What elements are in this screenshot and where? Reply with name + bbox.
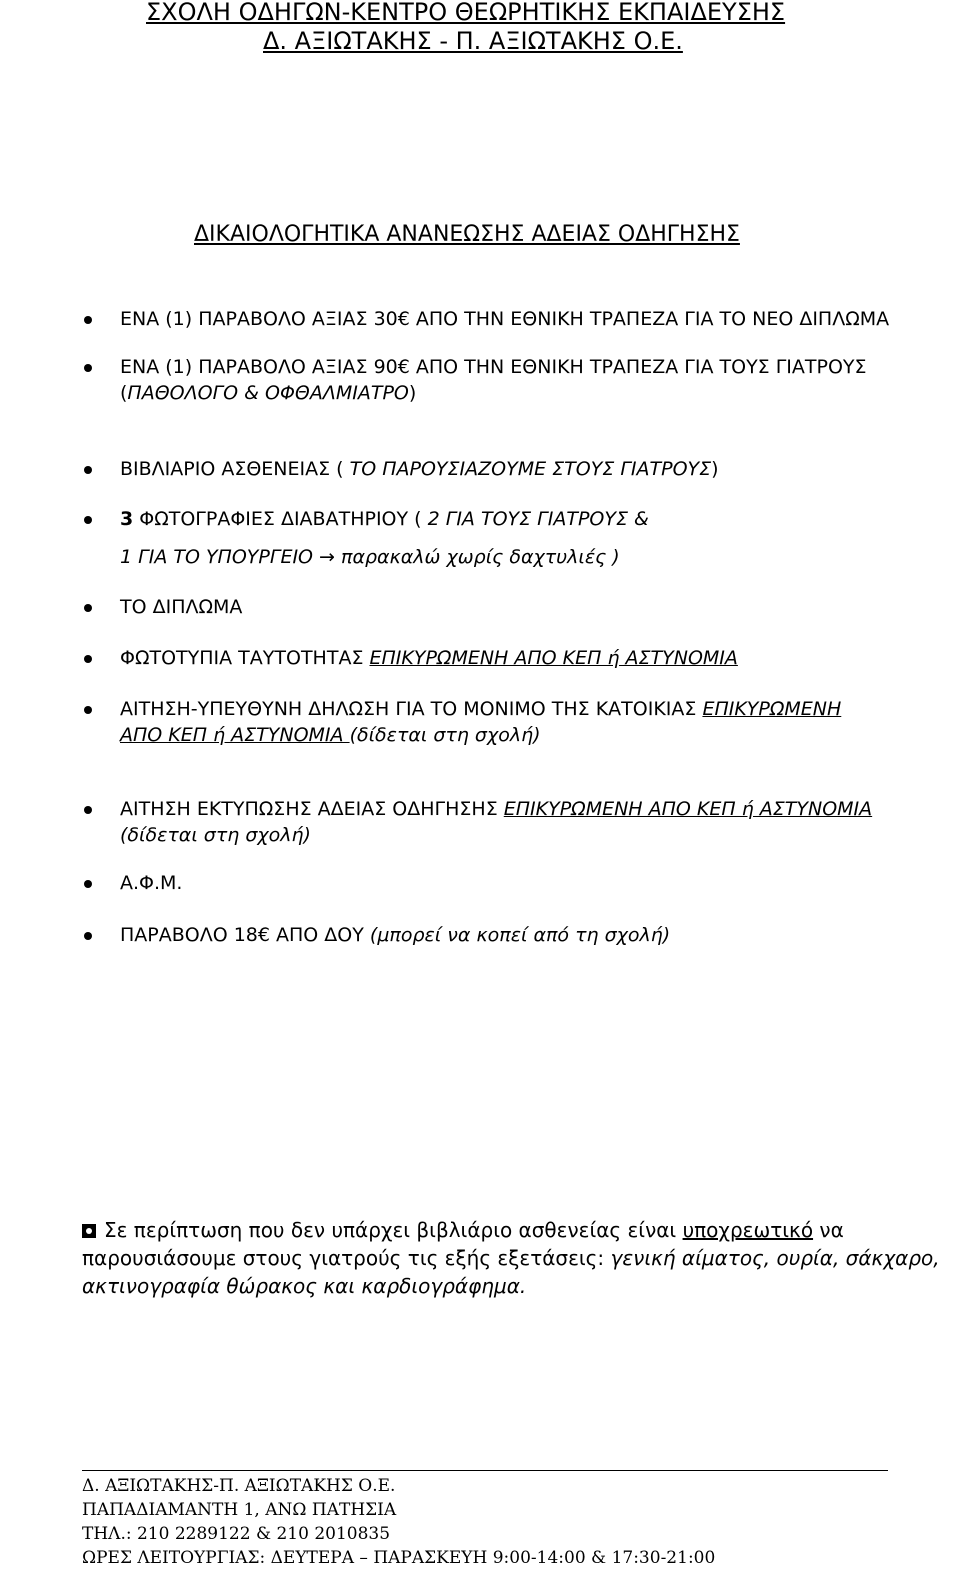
list-item-text: ΕΝΑ (1) ΠΑΡΑΒΟΛΟ ΑΞΙΑΣ 90€ ΑΠΟ ΤΗΝ ΕΘΝΙΚΗ ΤΡΑΠΕΖΑ ΓΙΑ ΤΟΥΣ ΓΙΑΤΡΟΥΣ (ΠΑΘΟΛΟΓΟ & ΟΦΘΑΛΜΙΑΤΡΟ) (120, 356, 867, 404)
list-item-text: ΑΙΤΗΣΗ-ΥΠΕΥΘΥΝΗ ΔΗΛΩΣΗ ΓΙΑ ΤΟ ΜΟΝΙΜΟ ΤΗΣ ΚΑΤΟΙΚΙΑΣ ΕΠΙΚΥΡΩΜΕΝΗ ΑΠΟ ΚΕΠ ή ΑΣΤΥΝΟΜΙΑ (δίδεται στη σχολή) (120, 698, 842, 746)
list-item-text: ΒΙΒΛΙΑΡΙΟ ΑΣΘΕΝΕΙΑΣ ( ΤΟ ΠΑΡΟΥΣΙΑΖΟΥΜΕ ΣΤΟΥΣ ΓΙΑΤΡΟΥΣ) (120, 458, 719, 480)
bullet-icon (84, 364, 92, 372)
list-item-text: ΑΙΤΗΣΗ ΕΚΤΥΠΩΣΗΣ ΑΔΕΙΑΣ ΟΔΗΓΗΣΗΣ ΕΠΙΚΥΡΩΜΕΝΗ ΑΠΟ ΚΕΠ ή ΑΣΤΥΝΟΜΙΑ (δίδεται στη σχολή) (120, 798, 873, 846)
list-item-text: 3 ΦΩΤΟΓΡΑΦΙΕΣ ΔΙΑΒΑΤΗΡΙΟΥ ( 2 ΓΙΑ ΤΟΥΣ ΓΙΑΤΡΟΥΣ & 1 ΓΙΑ ΤΟ ΥΠΟΥΡΓΕΙΟ → παρακαλώ χωρίς δαχτυλιές ) (120, 508, 649, 568)
note-paragraph: Σε περίπτωση που δεν υπάρχει βιβλιάριο ασθενείας είναι υποχρεωτικό να παρουσιάσουμε στους γιατρούς τις εξής εξετάσεις: γενική αίματος, ουρία, σάκχαρο, ακτινογραφία θώρακος και καρδιογράφημα. (82, 1218, 940, 1298)
bullet-icon (84, 316, 92, 324)
bullet-icon (84, 604, 92, 612)
bullet-icon (84, 655, 92, 663)
bullet-icon (84, 466, 92, 474)
bullet-icon (84, 806, 92, 814)
bullet-icon (84, 706, 92, 714)
list-item-text: ΤΟ ΔΙΠΛΩΜΑ (120, 596, 243, 618)
footer-hours: ΩΡΕΣ ΛΕΙΤΟΥΡΓΙΑΣ: ΔΕΥΤΕΡΑ – ΠΑΡΑΣΚΕΥΗ 9:00-14:00 & 17:30-21:00 (82, 1548, 716, 1568)
bullet-icon (84, 932, 92, 940)
school-name: ΣΧΟΛΗ ΟΔΗΓΩΝ-ΚΕΝΤΡΟ ΘΕΩΡΗΤΙΚΗΣ ΕΚΠΑΙΔΕΥΣΗΣ (146, 0, 786, 26)
bullet-icon (84, 516, 92, 524)
page-title: ΔΙΚΑΙΟΛΟΓΗΤΙΚΑ ΑΝΑΝΕΩΣΗΣ ΑΔΕΙΑΣ ΟΔΗΓΗΣΗΣ (194, 222, 740, 247)
list-item-text: ΠΑΡΑΒΟΛΟ 18€ ΑΠΟ ΔΟΥ (μπορεί να κοπεί από τη σχολή) (120, 924, 671, 946)
footer-address: ΠΑΠΑΔΙΑΜΑΝΤΗ 1, ΑΝΩ ΠΑΤΗΣΙΑ (82, 1500, 397, 1520)
list-item-text: ΕΝΑ (1) ΠΑΡΑΒΟΛΟ ΑΞΙΑΣ 30€ ΑΠΟ ΤΗΝ ΕΘΝΙΚΗ ΤΡΑΠΕΖΑ ΓΙΑ ΤΟ ΝΕΟ ΔΙΠΛΩΜΑ (120, 308, 890, 330)
company-name: Δ. ΑΞΙΩΤΑΚΗΣ - Π. ΑΞΙΩΤΑΚΗΣ Ο.Ε. (263, 27, 683, 55)
list-item-text: ΦΩΤΟΤΥΠΙΑ ΤΑΥΤΟΤΗΤΑΣ ΕΠΙΚΥΡΩΜΕΝΗ ΑΠΟ ΚΕΠ ή ΑΣΤΥΝΟΜΙΑ (120, 647, 738, 669)
note-icon (82, 1224, 96, 1238)
document-footer (82, 1474, 942, 1570)
footer-phone: ΤΗΛ.: 210 2289122 & 210 2010835 (82, 1524, 391, 1544)
footer-divider (82, 1470, 888, 1471)
footer-company: Δ. ΑΞΙΩΤΑΚΗΣ-Π. ΑΞΙΩΤΑΚΗΣ Ο.Ε. (82, 1476, 396, 1496)
list-item-text: Α.Φ.Μ. (120, 872, 183, 894)
bullet-icon (84, 880, 92, 888)
